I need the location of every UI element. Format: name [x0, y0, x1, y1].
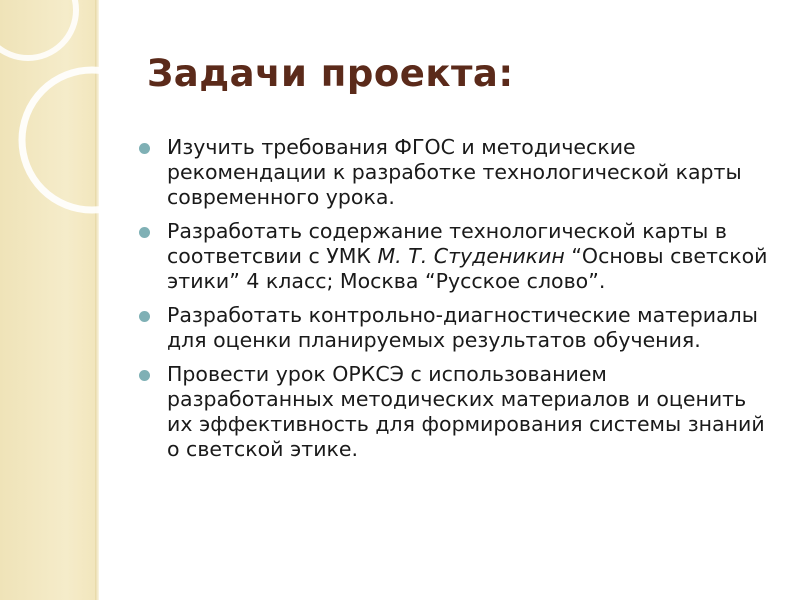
- bullet-icon: [139, 227, 150, 238]
- slide-title: Задачи проекта:: [147, 52, 514, 95]
- side-band-edge: [95, 0, 99, 600]
- list-item-text-italic: М. Т. Студеникин: [377, 244, 565, 268]
- list-item-text: Провести урок ОРКСЭ с использованием разработанных методических материалов и оценить их эффективность для формирования системы знаний о светской этике.: [167, 362, 765, 461]
- list-item: [135, 303, 775, 353]
- list-item: [135, 362, 775, 462]
- list-item: [135, 135, 775, 210]
- list-item-text-prefix: Разработать содержание технологической карты в соответсвии с УМК: [167, 219, 727, 268]
- bullet-icon: [139, 311, 150, 322]
- bullet-icon: [139, 143, 150, 154]
- bullet-icon: [139, 370, 150, 381]
- decorative-side-band: [0, 0, 95, 600]
- list-item-text: Изучить требования ФГОС и методические рекомендации к разработке технологической карты современного урока.: [167, 135, 742, 209]
- tasks-list: [135, 135, 775, 471]
- list-item: [135, 219, 775, 294]
- list-item-text: Разработать контрольно-диагностические материалы для оценки планируемых результатов обучения.: [167, 303, 758, 352]
- list-item-text-suffix: “Основы светской этики” 4 класс; Москва “Русское слово”.: [167, 244, 768, 293]
